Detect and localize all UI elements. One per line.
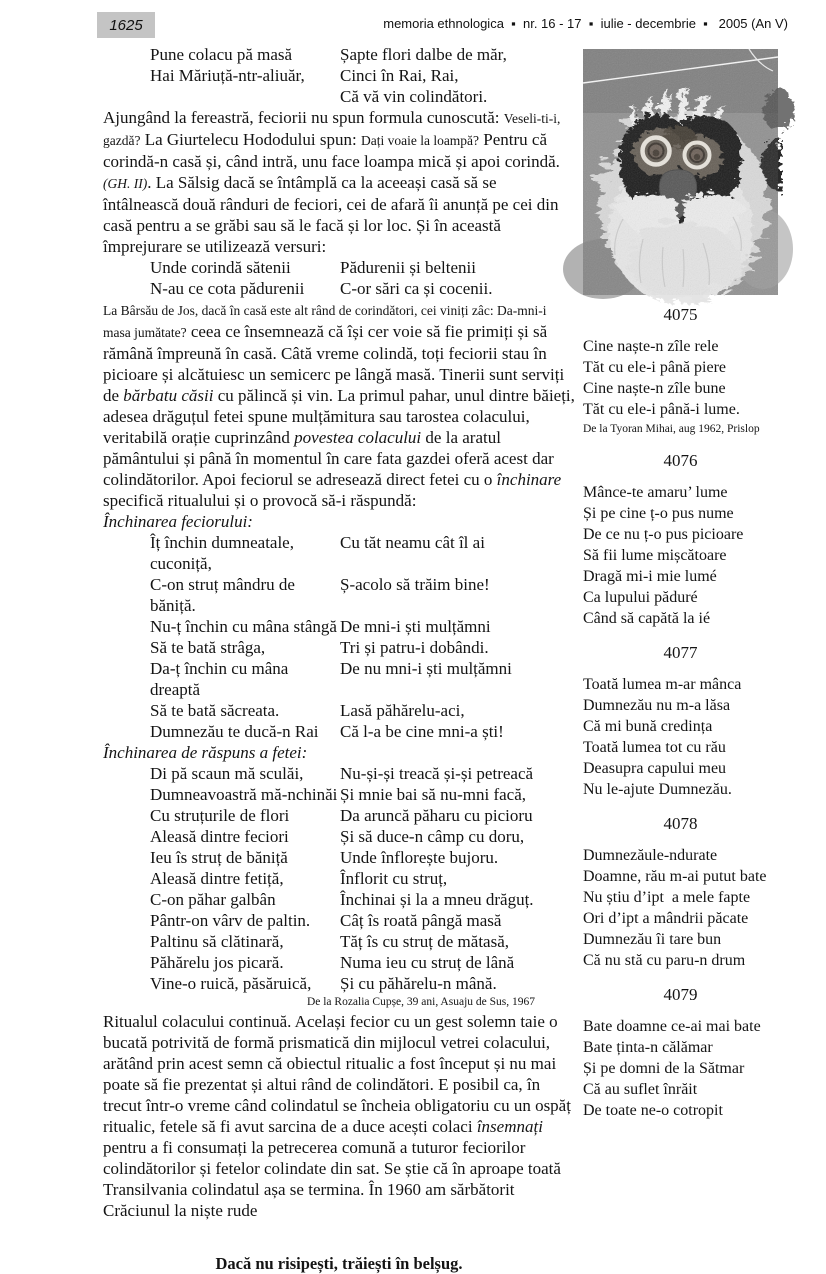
text-segment: bărbatu căsii [123, 386, 214, 405]
poem [583, 643, 778, 800]
verse-block-1 [103, 44, 575, 107]
verse-row [150, 763, 575, 784]
paragraph-1 [103, 107, 575, 257]
folk-mask-photo [583, 49, 778, 295]
verse-row [150, 65, 575, 86]
verse-line-left: Dumneavoastră mă-nchinăi [150, 785, 338, 804]
text-segment: Dați voaie la loampă? [360, 133, 480, 148]
verse-line-right: Cinci în Rai, Rai, [340, 66, 459, 85]
verse-line-left: Di pă scaun mă sculăi, [150, 764, 304, 783]
poem-number: 4077 [663, 643, 698, 662]
verse-line-right: Că vă vin colindători. [340, 87, 488, 106]
verse-line-right: C-or sări ca și cocenii. [340, 279, 493, 298]
text-segment: povestea colacului [294, 428, 422, 447]
verse-line-right: Nu-și-și treacă și-și petreacă [340, 764, 534, 783]
verse-line-left: C-on struț mândru de băniță. [150, 575, 295, 615]
poem-line: Dumnezău îi tare bun [583, 931, 722, 948]
verse-line-right: Și mnie bai să nu-mni facă, [340, 785, 527, 804]
verse-line-left: Îț închin dumneatale, cuconiță, [150, 533, 294, 573]
poem-line: Și pe cine ț-o pus nume [583, 505, 734, 522]
verse-row [150, 257, 575, 278]
verse-line-left: Vine-o ruică, păsăruică, [150, 974, 312, 993]
text-segment: . La Sălsig dacă se întâmplă ca la aceeași casă să se întâlnească două rânduri de feciori, cei de afară îi anunță pe cei din casă pentru a se grăbi sau să le facă și lor loc. Și în această împrejurare se utilizează versuri: [103, 173, 559, 256]
text-segment: specifică ritualului și o provocă să-i răspundă: [103, 491, 417, 510]
verse-row [150, 952, 575, 973]
text-segment: La Giurtelecu Hododului spun: [140, 130, 361, 149]
verse-line-left: Păhărelu jos picară. [150, 953, 284, 972]
poem [583, 451, 778, 629]
text-segment: însemnați [476, 1117, 543, 1136]
verse-line-right: Lasă păhărelu-aci, [340, 701, 465, 720]
verse-row [150, 278, 575, 299]
verse-row [150, 574, 575, 616]
poem-line: Când să capătă la ié [583, 610, 711, 627]
verse-line-right: Numa ieu cu struț de lână [340, 953, 515, 972]
verse-line-right: Câț îs roată pângă masă [340, 911, 502, 930]
poem-line: Ori d’ipt a mândrii păcate [583, 910, 749, 927]
poem-line: Nu le-ajute Dumnezău. [583, 781, 732, 798]
poem-line: Bate doamne ce-ai mai bate [583, 1018, 761, 1035]
text-segment: ceea ce însemnează că își cer voie să fie primiți și să rămână împreună în casă. Câtă vreme colindă, toți feciorii stau în picioare și alcătuiesc un semicerc pe lângă masă. Tinerii sunt serviți de [103, 322, 565, 405]
text-segment: pentru a fi consumați la petrecerea comună a tuturor feciorilor colindătorilor și fetelor colindate din sat. Se știe că în aproape toată Transilvania colindatul așa se termina. În 1960 am sărbătorit Crăciunul la niște rude [103, 1138, 561, 1220]
text-segment: La Bârsău de Jos, dacă în casă este alt rând de corindători, cei viniți zâc: Da-mni-i masa jumătate? [103, 303, 547, 340]
poem-line: De toate ne-o cotropit [583, 1102, 723, 1119]
poem-line: Dumnezăule-ndurate [583, 847, 718, 864]
text-segment: închinare [496, 470, 562, 489]
page-number-box [97, 12, 155, 38]
side-column [583, 49, 778, 1121]
verse-line-left: N-au ce cota pădurenii [150, 279, 305, 298]
poem-number: 4076 [663, 451, 698, 470]
text-segment: (GH. II) [103, 176, 148, 191]
poem [583, 814, 778, 971]
verse-line-right: Și să duce-n câmp cu doru, [340, 827, 525, 846]
verse-line-right: Pădurenii și beltenii [340, 258, 476, 277]
poem-line: Dragă mi-i mie lumé [583, 568, 717, 585]
verse-row [150, 805, 575, 826]
verse-row [150, 889, 575, 910]
verse-line-right: Unde înflorește bujoru. [340, 848, 499, 867]
verse-heading-1: Închinarea feciorului: [103, 512, 253, 531]
poem-line: Mânce-te amaru’ lume [583, 484, 728, 501]
verse-line-left: Pune colacu pă masă [150, 45, 293, 64]
verse-row [150, 658, 575, 700]
poem-line: Ca lupului păduré [583, 589, 698, 606]
poem-line: Dumnezău nu m-a lăsa [583, 697, 731, 714]
paragraph-3 [103, 1011, 575, 1221]
verse-line-right: De nu mni-i ști mulțămni [340, 659, 512, 678]
verse-line-right: Tri și patru-i dobândi. [340, 638, 489, 657]
verse-line-right: Că l-a be cine mni-a ști! [340, 722, 504, 741]
verse-line-right: Înflorit cu struț, [340, 869, 448, 888]
poem-line: Tăt cu ele-i până-i lume. [583, 401, 740, 418]
verse-line-left: Unde corindă sătenii [150, 258, 291, 277]
paragraph-2 [103, 299, 575, 511]
verse-row [150, 868, 575, 889]
verse-line-left: C-on păhar galbân [150, 890, 276, 909]
verse-block-4 [103, 763, 575, 994]
poem-number: 4075 [663, 305, 698, 324]
poem-line: Tăt cu ele-i până piere [583, 359, 727, 376]
proverb: Dacă nu risipești, trăiești în belșug. [215, 1254, 463, 1273]
verse-line-left: Da-ț închin cu mâna dreaptă [150, 659, 289, 699]
poem-line: Nu știu d’ipt a mele fapte [583, 889, 751, 906]
poem-line: Să fii lume mișcătoare [583, 547, 727, 564]
verse-row [150, 44, 575, 65]
verse-line-right: Cu tăt neamu cât îl ai [340, 533, 485, 552]
poems-list [583, 305, 778, 1121]
journal-title: memoria ethnologica ▪ nr. 16 - 17 ▪ iulie - decembrie ▪ 2005 (An V) [383, 16, 788, 31]
poem-line: Doamne, rău m-ai putut bate [583, 868, 767, 885]
verse-heading-2: Închinarea de răspuns a fetei: [103, 743, 308, 762]
verse-row [150, 973, 575, 994]
verse-line-left: Aleasă dintre fetiță, [150, 869, 284, 888]
verse-line-left: Dumnezău te ducă-n Rai [150, 722, 319, 741]
poem-line: Că au suflet înrăit [583, 1081, 698, 1098]
verse-row [150, 847, 575, 868]
poem [583, 985, 778, 1121]
verse-row [150, 721, 575, 742]
poem-line: Că nu stă cu paru-n drum [583, 952, 746, 969]
poem [583, 305, 778, 437]
page-number: 1625 [109, 16, 143, 34]
poem-line: Bate ținta-n călămar [583, 1039, 713, 1056]
text-segment: Ajungând la fereastră, feciorii nu spun formula cunoscută: [103, 108, 504, 127]
verse-line-left: Cu struțurile de flori [150, 806, 290, 825]
text-segment: cu pălincă și vin. La primul pahar, unul dintre băieți, adesea drăguțul fetei spune mulțămitura sau tarostea colacului, veritabilă orație cuprinzând [103, 386, 575, 447]
verse-line-right: Și cu păhărelu-n mână. [340, 974, 497, 993]
verse-line-left: Hai Măriuță-ntr-aliuăr, [150, 66, 305, 85]
text-segment: de la aratul pământului și până în momentul în care fata gazdei oferă acest dar colindătorilor. Apoi feciorul se adresează direct fetei cu o [103, 428, 554, 489]
verse-line-right: Da aruncă păharu cu picioru [340, 806, 533, 825]
verse-row [150, 784, 575, 805]
poem-line: Că mi bună credința [583, 718, 713, 735]
poem-line: Toată lumea m-ar mânca [583, 676, 742, 693]
poem-attribution: De la Tyoran Mihai, aug 1962, Prislop [583, 423, 760, 435]
poem-number: 4079 [663, 985, 698, 1004]
verse-block-3 [103, 532, 575, 742]
verse-line-right: De mni-i ști mulțămni [340, 617, 491, 636]
verse-row [150, 931, 575, 952]
text-segment: Ritualul colacului continuă. Același fecior cu un gest solemn taie o bucată potrivită de formă prismatică din mijlocul vetrei colacului, arătând prin acest semn că obiectul ritualic a fost început și nu mai poate să fie prezentat și altui rând de colindători. E posibil ca, în trecut într-o vreme când colindatul se încheia obligatoriu cu un ospăț ritualic, fetele să fi avut sarcina de a duce acești colaci [103, 1012, 571, 1136]
verse-row [150, 910, 575, 931]
text-segment: Veseli-ti-i, gazdă? [103, 111, 561, 148]
verse-line-left: Aleasă dintre feciori [150, 827, 289, 846]
verse-line-left: Paltinu să clătinară, [150, 932, 284, 951]
poem-line: De ce nu ț-o pus picioare [583, 526, 744, 543]
verse-line-left: Să te bată strâga, [150, 638, 266, 657]
attribution-line: De la Rozalia Cupșe, 39 ani, Asuaju de Sus, 1967 [306, 996, 535, 1008]
poem-line: Cine naște-n zîle rele [583, 338, 719, 355]
verse-line-left: Să te bată săcreata. [150, 701, 280, 720]
verse-line-left: Nu-ț închin cu mâna stângă [150, 617, 337, 636]
verse-row [150, 637, 575, 658]
verse-line-right: Închinai și la a mneu drăguț. [340, 890, 534, 909]
verse-line-right: Tăț îs cu struț de mătasă, [340, 932, 510, 951]
verse-row [150, 700, 575, 721]
poem-line: Și pe domni de la Sătmar [583, 1060, 745, 1077]
poem-line: Toată lumea tot cu rău [583, 739, 726, 756]
main-column [103, 44, 575, 1274]
verse-row [150, 616, 575, 637]
verse-line-right: Ș-acolo să trăim bine! [340, 575, 490, 594]
text-segment: Pentru că corindă-n casă și, când intră, unu face loampa mică și apoi corindă. [103, 130, 560, 171]
verse-line-left [150, 86, 340, 107]
poem-number: 4078 [663, 814, 698, 833]
verse-row [150, 826, 575, 847]
verse-line-left: Ieu îs struț de băniță [150, 848, 288, 867]
verse-row [150, 532, 575, 574]
verse-line-right: Șapte flori dalbe de măr, [340, 45, 507, 64]
verse-row [150, 86, 575, 107]
poem-line: Cine naște-n zîle bune [583, 380, 726, 397]
poem-line: Deasupra capului meu [583, 760, 727, 777]
verse-block-2 [103, 257, 575, 299]
verse-line-left: Pântr-on vârv de paltin. [150, 911, 311, 930]
